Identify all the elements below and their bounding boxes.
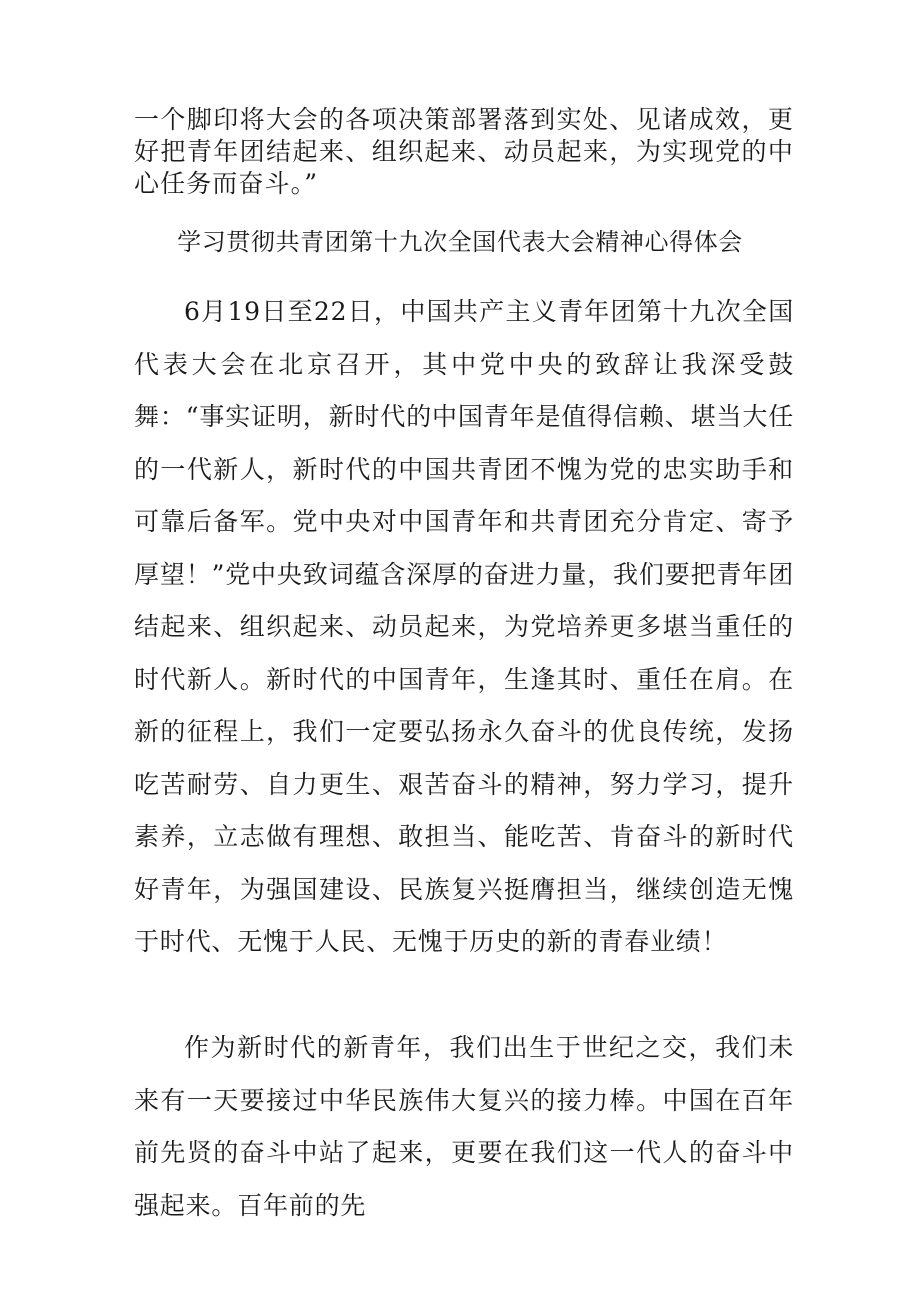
document-title: 学习贯彻共青团第十九次全国代表大会精神心得体会 — [177, 228, 743, 256]
body-paragraph-2: 作为新时代的新青年，我们出生于世纪之交，我们未来有一天要接过中华民族伟大复兴的接力棒。中国在百年前先贤的奋斗中站了起来，更要在我们这一代人的奋斗中强起来。百年前的先 — [134, 1033, 794, 1220]
continuation-paragraph: 一个脚印将大会的各项决策部署落到实处、见诸成效，更好把青年团结起来、组织起来、动员起来，为实现党的中心任务而奋斗。” — [134, 105, 794, 198]
body-paragraph-1: 6月19日至22日，中国共产主义青年团第十九次全国代表大会在北京召开，其中党中央的致辞让我深受鼓舞：“事实证明，新时代的中国青年是值得信赖、堪当大任的一代新人，新时代的中国共青团不愧为党的忠实助手和可靠后备军。党中央对中国青年和共青团充分肯定、寄予厚望！”党中央致词蕴含深厚的奋进力量，我们要把青年团结起来、组织起来、动员起来，为党培养更多堪当重任的时代新人。新时代的中国青年，生逢其时、重任在肩。在新的征程上，我们一定要弘扬永久奋斗的优良传统，发扬吃苦耐劳、自力更生、艰苦奋斗的精神，努力学习，提升素养，立志做有理想、敢担当、能吃苦、肯奋斗的新时代好青年，为强国建设、民族复兴挺膺担当，继续创造无愧于时代、无愧于人民、无愧于历史的新的青春业绩！ — [134, 297, 794, 956]
